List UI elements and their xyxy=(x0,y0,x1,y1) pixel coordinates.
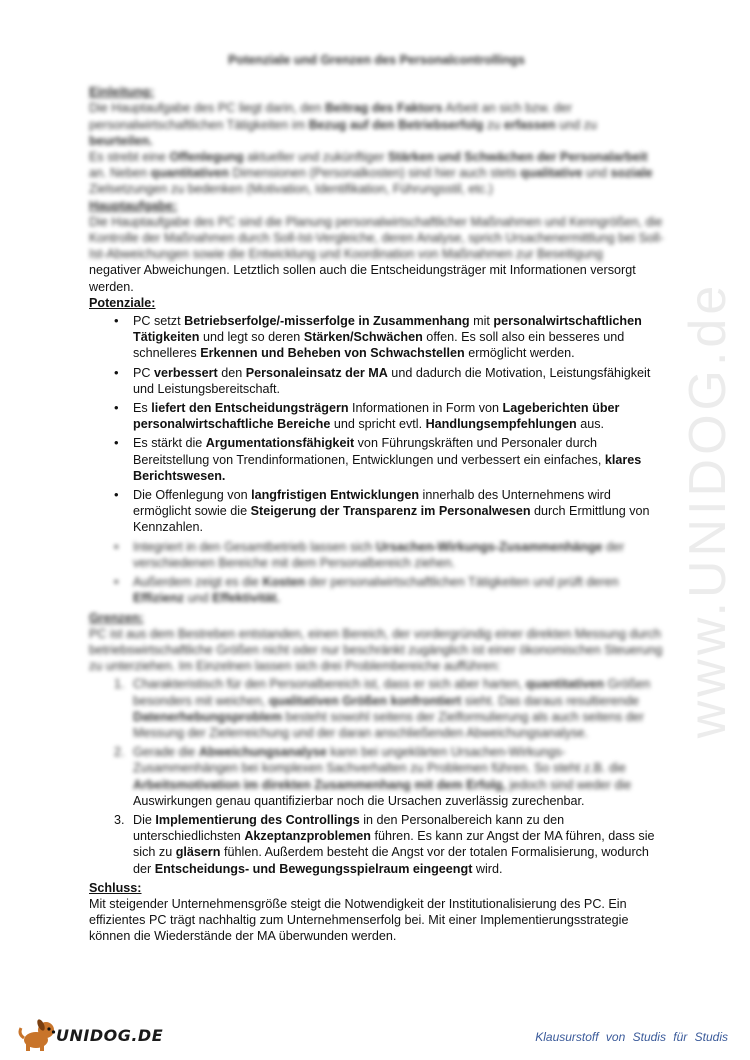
document-title: Potenziale und Grenzen des Personalcontrollings xyxy=(228,53,525,67)
bold-text: Kosten xyxy=(262,575,306,590)
text-run: Zielsetzungen zu bedenken (Motivation, Identifikation, Führungsstil, etc.) xyxy=(89,182,493,197)
text-run: fühlen. Außerdem besteht die Angst vor der totalen Formalisierung, wodurch der xyxy=(133,845,649,876)
text-run: an. Neben xyxy=(89,166,151,181)
bold-text: Stärken/Schwächen xyxy=(303,330,423,345)
text-run: Informationen in Form von xyxy=(348,401,503,416)
blurred-section-top xyxy=(89,52,664,262)
text-run: durch Ermittlung von Kennzahlen. xyxy=(133,504,650,535)
bold-text: soziale xyxy=(610,166,653,181)
potenziale-item-1 xyxy=(89,313,664,362)
text-run: kann bei ungeklärten Ursachen-Wirkungs-Zusammenhängen bei komplexen Sachverhalten zu Problemen führen. So steht z.B. die xyxy=(133,745,626,776)
text-run: und dadurch die Motivation, Leistungsfähigkeit und Leistungsbereitschaft. xyxy=(133,365,651,396)
text-run: innerhalb des Unternehmens wird ermöglicht sowie die xyxy=(133,488,611,519)
bold-text: Erkennen und Beheben von Schwachstellen xyxy=(200,346,465,361)
text-run: Auswirkungen genau quantifizierbar noch die Ursachen zuverlässig zurechenbar. xyxy=(133,793,585,808)
bold-text: qualitativen Größen konfrontiert xyxy=(268,693,462,708)
text-run: mit xyxy=(469,314,494,329)
potenziale-item-5 xyxy=(89,487,664,536)
hauptaufgabe-blurred-text: Die Hauptaufgabe des PC sind die Planung personalwirtschaftlicher Maßnahmen und Kenngrößen, die Kontrolle der Maßnahmen durch Soll-Ist-Vergleiche, deren Analyse, sprich Ursachenermittlung bei Soll-Ist-Abweichungen sowie die Entwicklung und Koordination von Maßnahmen zur Beseitigung xyxy=(89,214,664,262)
einleitung-paragraph-2 xyxy=(89,149,664,198)
potenziale-item-4 xyxy=(89,435,664,484)
bold-text: Bezug auf den Betriebserfolg xyxy=(308,117,484,132)
heading-hauptaufgabe: Hauptaufgabe: xyxy=(89,198,178,213)
text-run: zu xyxy=(483,117,504,132)
grenzen-intro: PC ist aus dem Bestreben entstanden, einen Bereich, der vordergründig einer direkten Messung durch betriebswirtschaftliche Größen nicht oder nur beschränkt zugänglich ist einer ökonomischen Steuerung zu unterziehen. Im Einzelnen lassen sich drei Problembereiche aufführen: xyxy=(89,626,663,674)
heading-schluss: Schluss: xyxy=(89,880,142,895)
bold-text: Betriebserfolge/-misserfolge in Zusammenhang xyxy=(184,314,470,329)
text-run: Es xyxy=(133,401,152,416)
bold-text: qualitative xyxy=(520,166,583,181)
text-run: den xyxy=(217,365,246,380)
bold-text: klares Berichtswesen. xyxy=(133,452,642,483)
text-run: ermöglicht werden. xyxy=(464,346,575,361)
text-run: Dimensionen (Personalkosten) sind hier auch stets xyxy=(229,166,521,181)
text-run: der verschiedenen Bereiche mit dem Personalbereich ziehen. xyxy=(133,539,625,570)
hauptaufgabe-visible-text: negativer Abweichungen. Letztlich sollen auch die Entscheidungsträger mit Informationen versorgt werden. xyxy=(89,263,636,294)
bold-text: Argumentationsfähigkeit xyxy=(205,436,355,451)
grenzen-item-number: 2. xyxy=(114,745,125,760)
text-run: jedoch sind weder die xyxy=(505,777,632,792)
einleitung-paragraph-1 xyxy=(89,100,664,149)
dog-icon xyxy=(18,1016,58,1052)
document-body xyxy=(89,50,664,945)
potenziale-item-2 xyxy=(89,365,664,397)
potenziale-item-6 xyxy=(89,539,664,571)
grenzen-item-number: 1. xyxy=(114,677,125,692)
grenzen-item-2 xyxy=(89,744,664,809)
text-run: und xyxy=(582,166,611,181)
bold-text: verbessert xyxy=(154,365,218,380)
text-run: führen. Es kann zur Angst der MA führen, dass sie sich zu xyxy=(133,829,655,860)
bold-text: Effektivität. xyxy=(212,591,280,606)
grenzen-item-1-blurred xyxy=(133,676,664,741)
bold-text: personalwirtschaftlichen Tätigkeiten xyxy=(133,314,642,345)
bold-text: Implementierung des Controllings xyxy=(155,812,360,827)
text-run: der personalwirtschaftlichen Tätigkeiten und prüft deren xyxy=(305,575,619,590)
bold-text: Lageberichten über personalwirtschaftliche Bereiche xyxy=(133,401,620,432)
bold-text: liefert den Entscheidungsträgern xyxy=(151,401,349,416)
bold-text: quantitativen xyxy=(525,677,605,692)
text-run: und xyxy=(184,591,213,606)
text-run: Außerdem zeigt es die xyxy=(133,575,263,590)
footer-logo xyxy=(18,1016,164,1052)
text-run: Gerade die xyxy=(133,745,199,760)
text-run: Es stärkt die xyxy=(133,436,206,451)
bold-text: Arbeitsmotivation im direkten Zusammenhang mit dem Erfolg, xyxy=(133,777,506,792)
text-run: Arbeit an sich bzw. der personalwirtschaftlichen Tätigkeiten im xyxy=(89,101,573,132)
bold-text: Personaleinsatz der MA xyxy=(245,365,388,380)
bold-text: Abweichungsanalyse xyxy=(198,745,327,760)
footer-tagline: Klausurstoff von Studis für Studis xyxy=(535,1030,728,1044)
watermark-text: www.UNIDOG.de xyxy=(679,281,737,739)
text-run: wird. xyxy=(472,861,503,876)
text-run: aus. xyxy=(576,417,605,432)
text-run: Die Hauptaufgabe des PC liegt darin, den xyxy=(89,101,325,116)
blurred-section-grenzen xyxy=(89,610,664,675)
grenzen-item-3 xyxy=(89,812,664,877)
text-run: offen. Es soll also ein besseres und schnelleres xyxy=(133,330,625,361)
grenzen-item-2-blurred xyxy=(133,744,664,793)
bold-text: Steigerung der Transparenz im Personalwesen xyxy=(250,504,531,519)
text-run: PC setzt xyxy=(133,314,185,329)
text-run: aktueller und zukünftiger xyxy=(243,150,388,165)
text-run: Die xyxy=(133,812,156,827)
text-run: Es strebt eine xyxy=(89,150,170,165)
text-run: PC xyxy=(133,365,154,380)
potenziale-list xyxy=(89,313,664,606)
bold-text: erfassen xyxy=(503,117,556,132)
bold-text: Stärken und Schwächen der Personalarbeit xyxy=(387,150,648,165)
text-run: und legt so deren xyxy=(199,330,304,345)
grenzen-item-3-visible xyxy=(133,812,664,877)
bold-text: Beitrag des Faktors xyxy=(324,101,443,116)
potenziale-item-7 xyxy=(89,574,664,606)
grenzen-list xyxy=(89,676,664,876)
text-run: Charakteristisch für den Personalbereich ist, dass er sich aber harten, xyxy=(133,677,526,692)
heading-grenzen: Grenzen: xyxy=(89,610,144,625)
grenzen-item-2-visible xyxy=(133,793,664,809)
bold-text: Akzeptanzproblemen xyxy=(244,829,371,844)
heading-einleitung: Einleitung: xyxy=(89,85,155,100)
text-run: von Führungskräften und Personaler durch Bereitstellung von Trendinformationen, Entwicklungen und verbessert ein einfaches, xyxy=(133,436,605,467)
schluss-text: Mit steigender Unternehmensgröße steigt die Notwendigkeit der Institutionalisierung des PC. Ein effizientes PC trägt nachhaltig zum Unternehmenserfolg bei. Mit einer Implementierungsstrategie können die Wiederstände der MA überwunden werden. xyxy=(89,896,629,944)
watermark xyxy=(678,280,738,740)
potenziale-item-3 xyxy=(89,400,664,432)
text-run: Die Offenlegung von xyxy=(133,488,252,503)
bold-text: Entscheidungs- und Bewegungsspielraum eingeengt xyxy=(154,861,473,876)
grenzen-item-1 xyxy=(89,676,664,741)
bold-text: quantitativen xyxy=(150,166,229,181)
bold-text: Effizienz xyxy=(133,591,185,606)
text-run: und spricht evtl. xyxy=(330,417,426,432)
bold-text: beurteilen. xyxy=(89,133,153,148)
bold-text: Datenerhebungsproblem xyxy=(133,709,283,724)
text-run: in den Personalbereich kann zu den unterschiedlichsten xyxy=(133,812,565,844)
heading-potenziale: Potenziale: xyxy=(89,295,156,310)
text-run: Integriert in den Gesamtbetrieb lassen sich xyxy=(133,539,376,554)
bold-text: Offenlegung xyxy=(169,150,244,165)
grenzen-item-number: 3. xyxy=(114,812,125,827)
logo-text: UNIDOG.DE xyxy=(56,1026,164,1045)
text-run: besteht sowohl seitens der Zielformulierung als auch seitens der Messung der Zielerreichung und der daran anschließenden Abweichungsanalyse. xyxy=(133,709,644,740)
bold-text: Ursachen-Wirkungs-Zusammenhänge xyxy=(375,539,603,554)
bold-text: gläsern xyxy=(175,845,221,860)
bold-text: langfristigen Entwicklungen xyxy=(251,488,420,503)
bold-text: Handlungsempfehlungen xyxy=(425,417,577,432)
text-run: und zu xyxy=(555,117,597,132)
text-run: sieht. Das daraus resultierende xyxy=(461,693,640,708)
text-run: Größen besonders mit weichen, xyxy=(133,677,651,708)
